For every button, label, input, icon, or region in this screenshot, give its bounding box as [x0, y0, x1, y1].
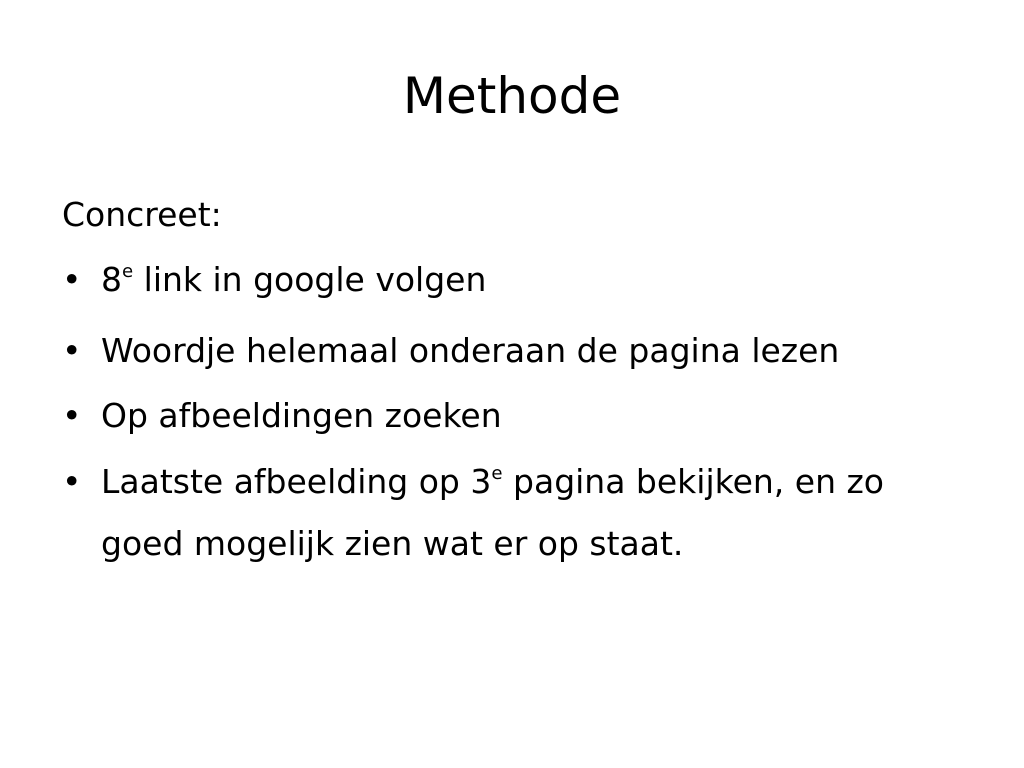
bullet-item-2: [62, 324, 962, 378]
ordinal-superscript: e: [491, 463, 503, 485]
bullet-text-after: pagina bekijken, en zo goed mogelijk zien wat er op staat.: [101, 462, 884, 563]
slide-body: [62, 188, 962, 583]
bullet-icon: •: [62, 396, 82, 435]
bullet-icon: •: [62, 260, 82, 299]
bullet-icon: •: [62, 331, 82, 370]
bullet-icon: •: [62, 462, 82, 501]
bullet-text-before: 8: [101, 260, 122, 299]
intro-text: Concreet:: [62, 195, 222, 234]
bullet-text: Woordje helemaal onderaan de pagina lezen: [101, 331, 840, 370]
bullet-item-3: [62, 389, 962, 443]
bullet-text-after: link in google volgen: [133, 260, 487, 299]
bullet-item-1: [62, 253, 962, 313]
bullet-text: Op afbeeldingen zoeken: [101, 396, 502, 435]
bullet-text-before: Laatste afbeelding op 3: [101, 462, 492, 501]
ordinal-superscript: e: [122, 261, 134, 283]
slide-title: Methode: [402, 67, 622, 125]
bullet-list: [62, 253, 962, 572]
bullet-item-4: [62, 454, 962, 572]
